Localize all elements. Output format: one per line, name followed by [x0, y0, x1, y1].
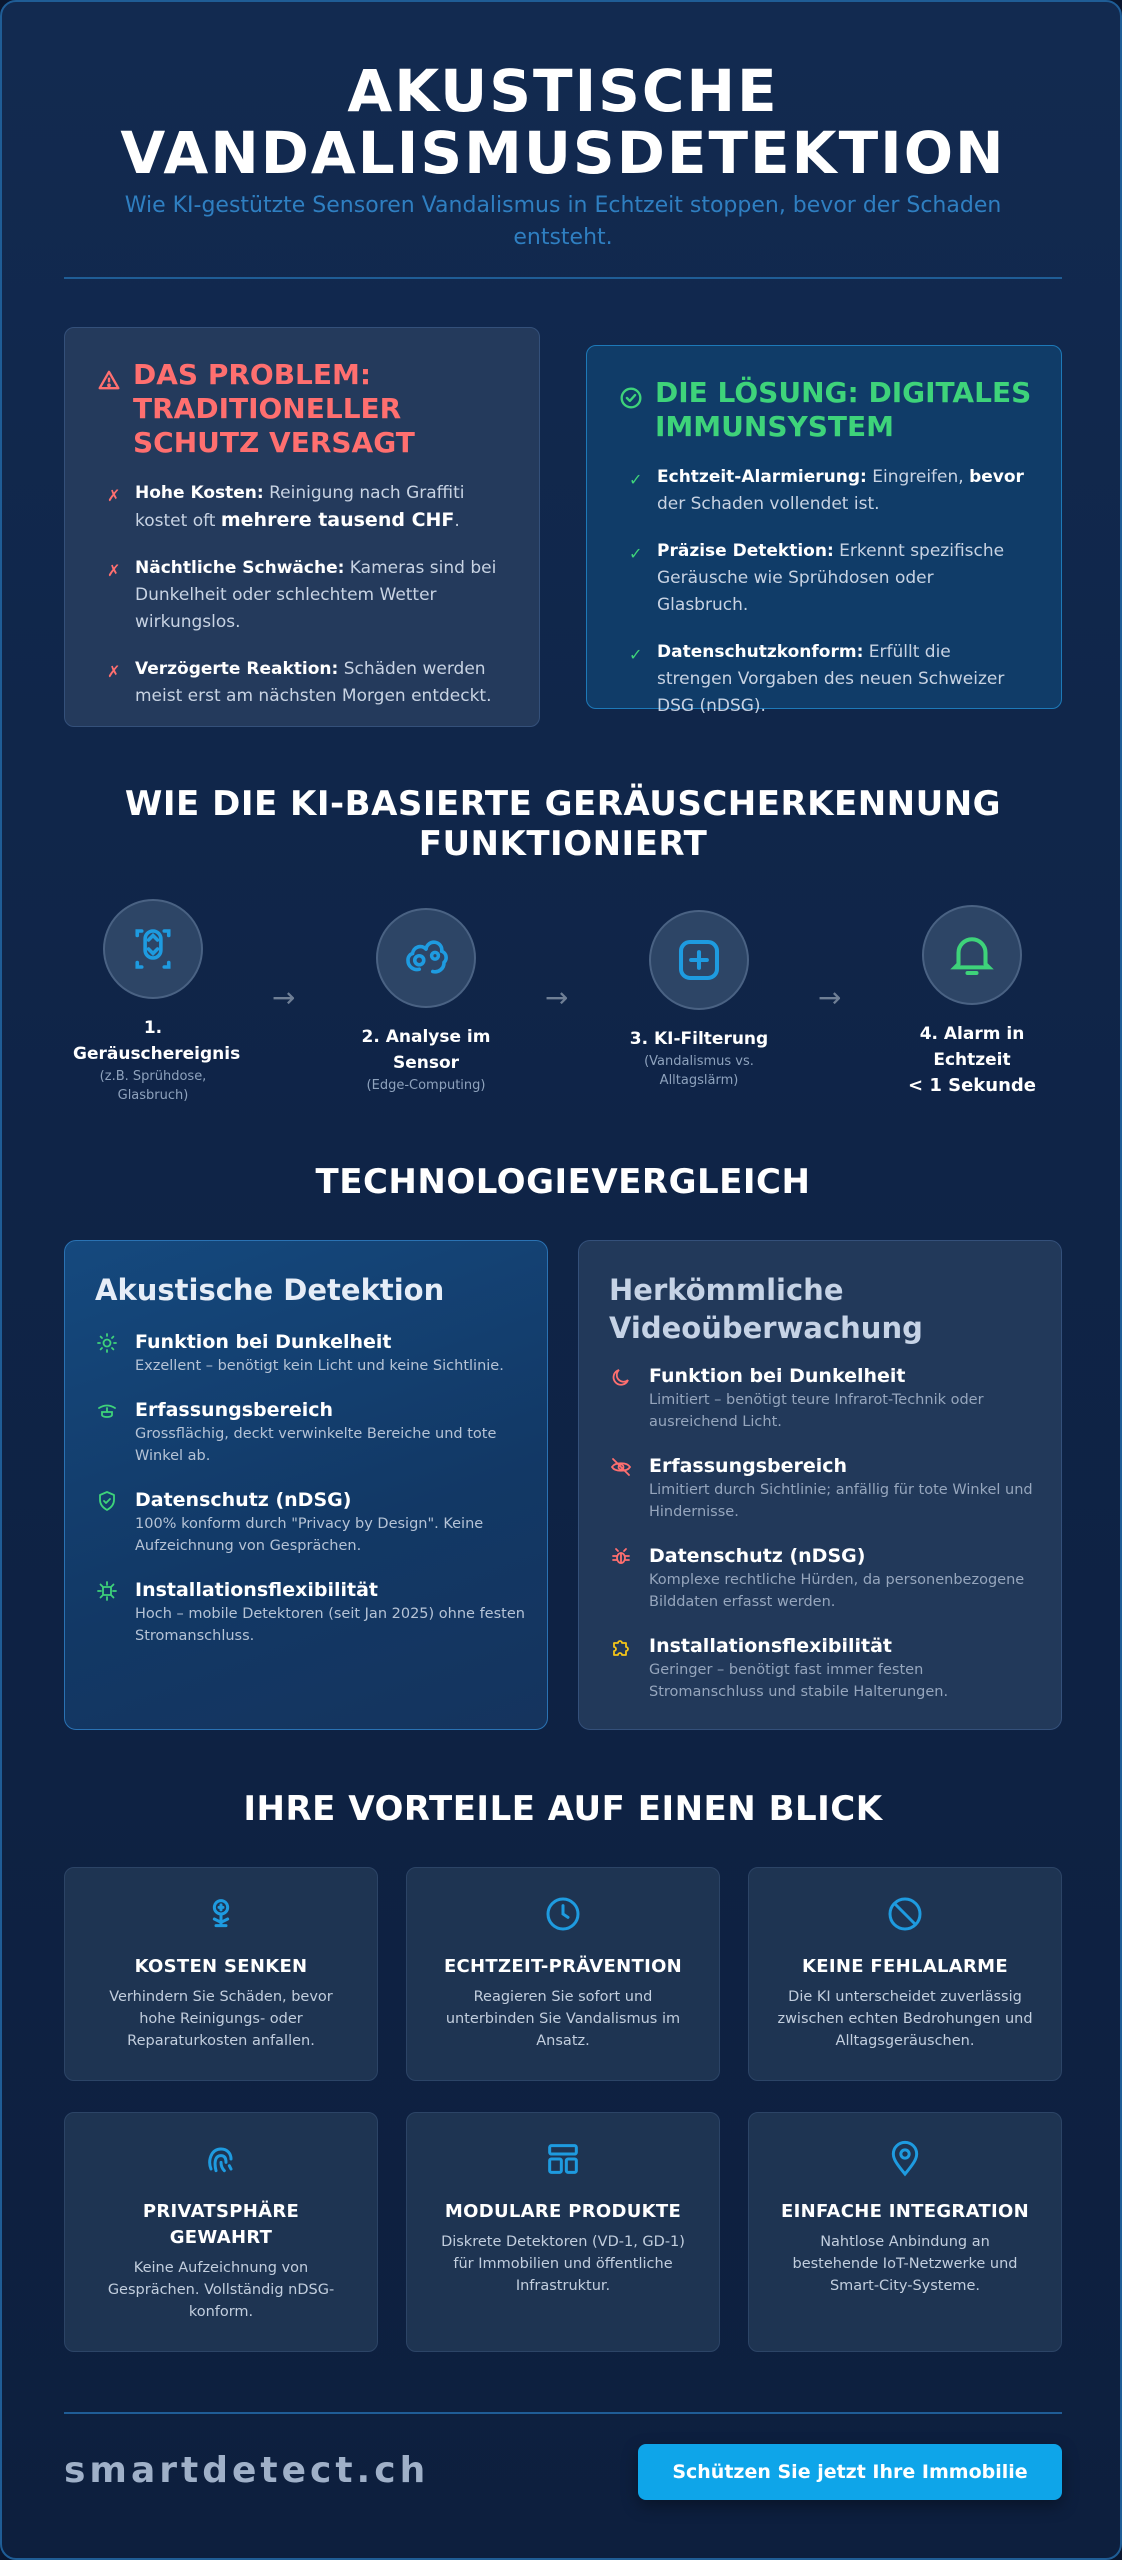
problem-item-text: Kameras sind bei Dunkelheit oder schlechtem Wetter wirkungslos. — [135, 558, 497, 632]
solution-item-tail: der Schaden vollendet ist. — [657, 494, 880, 514]
benefit-desc: Diskrete Detektoren (VD-1, GD-1) für Immobilien und öffentliche Infrastruktur. — [441, 2234, 685, 2294]
benefit-card — [406, 1867, 720, 2081]
benefit-card — [64, 2112, 378, 2352]
problem-item-text: Schäden werden meist erst am nächsten Morgen entdeckt. — [135, 659, 492, 706]
step-sound-event — [53, 899, 253, 1105]
solution-item — [629, 538, 1029, 619]
problem-card — [64, 327, 540, 727]
benefit-title: KEINE FEHLALARME — [802, 1956, 1008, 1977]
puzzle-icon — [609, 1635, 633, 1659]
step-filtering — [599, 910, 799, 1090]
brain-icon — [399, 931, 453, 985]
clock-icon — [543, 1894, 583, 1934]
benefit-card — [64, 1867, 378, 2081]
how-title-line2: FUNKTIONIERT — [418, 824, 708, 864]
feature-row — [95, 1577, 525, 1647]
solution-item-heading: Datenschutzkonform: — [657, 642, 864, 662]
benefit-title: ECHTZEIT-PRÄVENTION — [443, 1956, 683, 1977]
filter-plus-icon — [672, 933, 726, 987]
map-pin-icon — [885, 2139, 925, 2179]
step-circle — [376, 908, 476, 1008]
step-circle — [922, 905, 1022, 1005]
divider — [64, 2412, 1062, 2414]
benefit-card — [748, 2112, 1062, 2352]
acoustic-title: Akustische Detektion — [95, 1273, 445, 1307]
feature-title: Datenschutz (nDSG) — [649, 1545, 866, 1567]
cross-icon: ✗ — [107, 561, 121, 580]
page-title-line1: AKUSTISCHE — [347, 57, 779, 125]
benefit-desc: Nahtlose Anbindung an bestehende IoT-Netzwerke und Smart-City-Systeme. — [792, 2234, 1018, 2294]
feature-title: Funktion bei Dunkelheit — [649, 1365, 906, 1387]
ban-icon — [885, 1894, 925, 1934]
feature-row — [95, 1329, 525, 1377]
problem-title: DAS PROBLEM: TRADITIONELLER SCHUTZ VERSAGT — [133, 358, 415, 459]
feature-desc: Limitiert durch Sichtlinie; anfällig für tote Winkel und Hindernisse. — [649, 1482, 1033, 1520]
benefit-title: PRIVATSPHÄRE GEWAHRT — [142, 2201, 300, 2248]
radar-icon — [95, 1399, 119, 1423]
feature-desc: Hoch – mobile Detektoren (seit Jan 2025) ohne festen Stromanschluss. — [135, 1606, 525, 1644]
feature-desc: Geringer – benötigt fast immer festen Stromanschluss und stabile Halterungen. — [649, 1662, 949, 1700]
feature-desc: Exzellent – benötigt kein Licht und keine Sichtlinie. — [135, 1358, 504, 1374]
problem-item-emphasis: mehrere tausend CHF — [220, 509, 455, 531]
step-alarm — [872, 905, 1072, 1099]
acoustic-card — [64, 1240, 548, 1730]
benefit-card — [406, 2112, 720, 2352]
check-icon: ✓ — [629, 645, 643, 664]
step-label: 4. Alarm in Echtzeit — [919, 1024, 1025, 1070]
solution-item-text: Erfüllt die strengen Vorgaben des neuen Schweizer DSG (nDSG). — [657, 642, 1005, 716]
step-sub: (Vandalismus vs. Alltagslärm) — [644, 1054, 754, 1088]
solution-item — [629, 639, 1029, 720]
arrow-icon: → — [272, 981, 296, 1014]
solution-title: DIE LÖSUNG: DIGITALES IMMUNSYSTEM — [655, 376, 1032, 443]
eye-off-icon — [609, 1455, 633, 1479]
arrow-icon: → — [545, 981, 569, 1014]
shield-check-icon — [95, 1489, 119, 1513]
feature-title: Datenschutz (nDSG) — [135, 1489, 352, 1511]
step-circle — [103, 899, 203, 999]
video-card — [578, 1240, 1062, 1730]
benefit-title: EINFACHE INTEGRATION — [781, 2201, 1029, 2222]
moon-icon — [609, 1365, 633, 1389]
divider — [64, 277, 1062, 279]
check-icon: ✓ — [629, 470, 643, 489]
problem-item-heading: Hohe Kosten: — [135, 483, 264, 503]
step-circle — [649, 910, 749, 1010]
comparison-title: TECHNOLOGIEVERGLEICH — [315, 1162, 811, 1202]
benefit-title: MODULARE PRODUKTE — [444, 2201, 682, 2222]
check-circle-icon — [617, 384, 645, 412]
feature-row — [609, 1363, 1039, 1433]
feature-row — [609, 1633, 1039, 1703]
feature-row — [95, 1397, 525, 1467]
feature-desc: Komplexe rechtliche Hürden, da personenbezogene Bilddaten erfasst werden. — [649, 1572, 1025, 1610]
benefit-desc: Verhindern Sie Schäden, bevor hohe Reinigungs- oder Reparaturkosten anfallen. — [109, 1989, 333, 2049]
solution-item-text: Eingreifen, — [866, 467, 970, 487]
page-subtitle: Wie KI-gestützte Sensoren Vandalismus in Echtzeit stoppen, bevor der Schaden entsteht. — [124, 193, 1002, 250]
step-analysis — [326, 908, 526, 1095]
feature-title: Funktion bei Dunkelheit — [135, 1331, 392, 1353]
feature-desc: 100% konform durch "Privacy by Design". Keine Aufzeichnung von Gesprächen. — [135, 1516, 484, 1554]
sensor-icon — [95, 1579, 119, 1603]
how-section-title — [2, 784, 1122, 864]
solution-item-emphasis: bevor — [969, 467, 1024, 487]
cross-icon: ✗ — [107, 486, 121, 505]
benefit-card — [748, 1867, 1062, 2081]
benefit-desc: Keine Aufzeichnung von Gesprächen. Vollständig nDSG-konform. — [107, 2260, 335, 2320]
feature-row — [609, 1453, 1039, 1523]
problem-item — [107, 480, 507, 535]
benefit-desc: Reagieren Sie sofort und unterbinden Sie Vandalismus im Ansatz. — [445, 1989, 681, 2049]
benefit-title: KOSTEN SENKEN — [134, 1956, 308, 1977]
problem-item — [107, 555, 507, 636]
brand-logo: smartdetect.ch — [64, 2450, 430, 2491]
bug-icon — [609, 1545, 633, 1569]
cta-button[interactable]: Schützen Sie jetzt Ihre Immobilie — [638, 2444, 1062, 2500]
problem-item-heading: Nächtliche Schwäche: — [135, 558, 345, 578]
check-icon: ✓ — [629, 544, 643, 563]
sun-icon — [95, 1331, 119, 1355]
solution-card — [586, 345, 1062, 716]
feature-row — [609, 1543, 1039, 1613]
feature-title: Installationsflexibilität — [649, 1635, 893, 1657]
problem-item — [107, 656, 507, 710]
solution-item-heading: Echtzeit-Alarmierung: — [657, 467, 867, 487]
how-title-line1: WIE DIE KI-BASIERTE GERÄUSCHERKENNUNG — [124, 784, 1002, 824]
solution-item — [629, 464, 1029, 518]
feature-desc: Grossflächig, deckt verwinkelte Bereiche und tote Winkel ab. — [135, 1426, 497, 1464]
problem-item-text: Reinigung nach Graffiti kostet oft — [135, 483, 465, 531]
problem-item-heading: Verzögerte Reaktion: — [135, 659, 339, 679]
step-label: 1. Geräuschereignis — [73, 1018, 241, 1064]
layout-icon — [543, 2139, 583, 2179]
warning-triangle-icon — [95, 366, 123, 394]
step-sub: (Edge-Computing) — [366, 1078, 486, 1093]
step-label: 3. KI-Filterung — [629, 1029, 769, 1049]
step-sub: (z.B. Sprühdose, Glasbruch) — [99, 1069, 207, 1103]
page-title-line2: VANDALISMUSDETEKTION — [120, 119, 1006, 187]
solution-item-text: Erkennt spezifische Geräusche wie Sprühdosen oder Glasbruch. — [657, 541, 1005, 615]
feature-row — [95, 1487, 525, 1557]
benefits-title: IHRE VORTEILE AUF EINEN BLICK — [243, 1789, 883, 1829]
arrow-icon: → — [818, 981, 842, 1014]
feature-desc: Limitiert – benötigt teure Infrarot-Technik oder ausreichend Licht. — [649, 1392, 984, 1430]
piggy-bank-icon — [201, 1894, 241, 1934]
cross-icon: ✗ — [107, 662, 121, 681]
benefit-desc: Die KI unterscheidet zuverlässig zwischen echten Bedrohungen und Alltagsgeräuschen. — [777, 1989, 1033, 2049]
feature-title: Erfassungsbereich — [135, 1399, 334, 1421]
fingerprint-icon — [201, 2139, 241, 2179]
step-label: 2. Analyse im Sensor — [361, 1027, 491, 1073]
problem-item-tail: . — [454, 511, 460, 531]
solution-item-heading: Präzise Detektion: — [657, 541, 834, 561]
video-title: Herkömmliche Videoüberwachung — [609, 1273, 923, 1345]
microphone-icon — [126, 922, 180, 976]
step-label-highlight: < 1 Sekunde — [907, 1075, 1036, 1096]
bell-icon — [945, 928, 999, 982]
feature-title: Erfassungsbereich — [649, 1455, 848, 1477]
page-title — [2, 57, 1122, 187]
feature-title: Installationsflexibilität — [135, 1579, 379, 1601]
